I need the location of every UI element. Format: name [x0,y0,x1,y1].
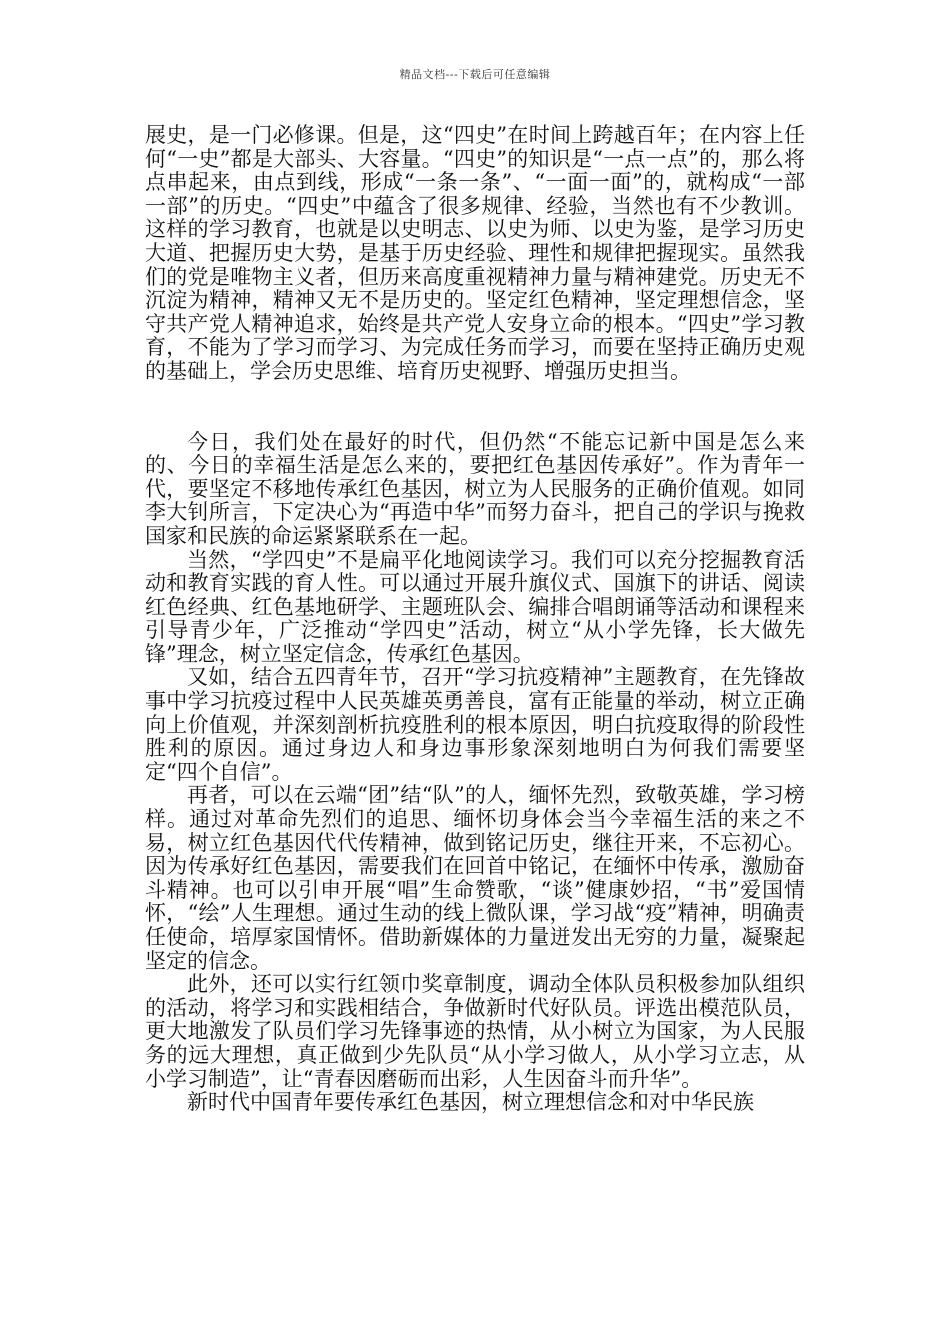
page-header: 精品文档---下载后可任意编辑 [399,68,551,81]
paragraph: 今日，我们处在最好的时代，但仍然“不能忘记新中国是怎么来的、今日的幸福生活是怎么来的，要把红色基因传承好”。作为青年一代，要坚定不移地传承红色基因，树立为人民服务的正确价值观。如同李大钊所言，下定决心为“再造中华”而努力奋斗，把自己的学识与挽救国家和民族的命运紧紧联系在一起。 [145,429,805,548]
paragraph: 此外，还可以实行红领巾奖章制度，调动全体队员积极参加队组织的活动，将学习和实践相结合，争做新时代好队员。评选出模范队员，更大地激发了队员们学习先锋事迹的热情，从小树立为国家，为人民服务的远大理想，真正做到少先队员“从小学习做人，从小学习立志，从小学习制造”，让“青春因磨砺而出彩，人生因奋斗而升华”。 [145,972,805,1091]
document-body [145,124,805,1115]
paragraph: 又如，结合五四青年节，召开“学习抗疫精神”主题教育，在先锋故事中学习抗疫过程中人民英雄英勇善良，富有正能量的举动，树立正确向上价值观，并深刻剖析抗疫胜利的根本原因，明白抗疫取得的阶段性胜利的原因。通过身边人和身边事形象深刻地明白为何我们需要坚定“四个自信”。 [145,665,805,784]
paragraph-last: 新时代中国青年要传承红色基因，树立理想信念和对中华民族 [187,1090,754,1115]
paragraph: 当然，“学四史”不是扁平化地阅读学习。我们可以充分挖掘教育活动和教育实践的育人性。可以通过开展升旗仪式、国旗下的讲话、阅读红色经典、红色基地研学、主题班队会、编排合唱朗诵等活动和课程来引导青少年，广泛推动“学四史”活动，树立“从小学先锋，长大做先锋”理念，树立坚定信念，传承红色基因。 [145,547,805,666]
paragraph: 再者，可以在云端“团”结“队”的人，缅怀先烈，致敬英雄，学习榜样。通过对革命先烈们的追思、缅怀切身体会当今幸福生活的来之不易，树立红色基因代代传精神，做到铭记历史，继往开来，不忘初心。因为传承好红色基因，需要我们在回首中铭记，在缅怀中传承，激励奋斗精神。也可以引申开展“唱”生命赞歌，“谈”健康妙招，“书”爱国情怀，“绘”人生理想。通过生动的线上微队课，学习战“疫”精神，明确责任使命，培厚家国情怀。借助新媒体的力量迸发出无穷的力量，凝聚起坚定的信念。 [145,783,805,973]
paragraph-continued: 展史，是一门必修课。但是，这“四史”在时间上跨越百年；在内容上任何“一史”都是大部头、大容量。“四史”的知识是“一点一点”的，那么将点串起来，由点到线，形成“一条一条”、“一面一面”的，就构成“一部一部”的历史。“四史”中蕴含了很多规律、经验，当然也有不少教训。这样的学习教育，也就是以史明志、以史为师、以史为鉴，是学习历史大道、把握历史大势，是基于历史经验、理性和规律把握现实。虽然我们的党是唯物主义者，但历来高度重视精神力量与精神建党。历史无不沉淀为精神，精神又无不是历史的。坚定红色精神，坚定理想信念，坚守共产党人精神追求，始终是共产党人安身立命的根本。“四史”学习教育，不能为了学习而学习、为完成任务而学习，而要在坚持正确历史观的基础上，学会历史思维、培育历史视野、增强历史担当。 [145,123,805,383]
